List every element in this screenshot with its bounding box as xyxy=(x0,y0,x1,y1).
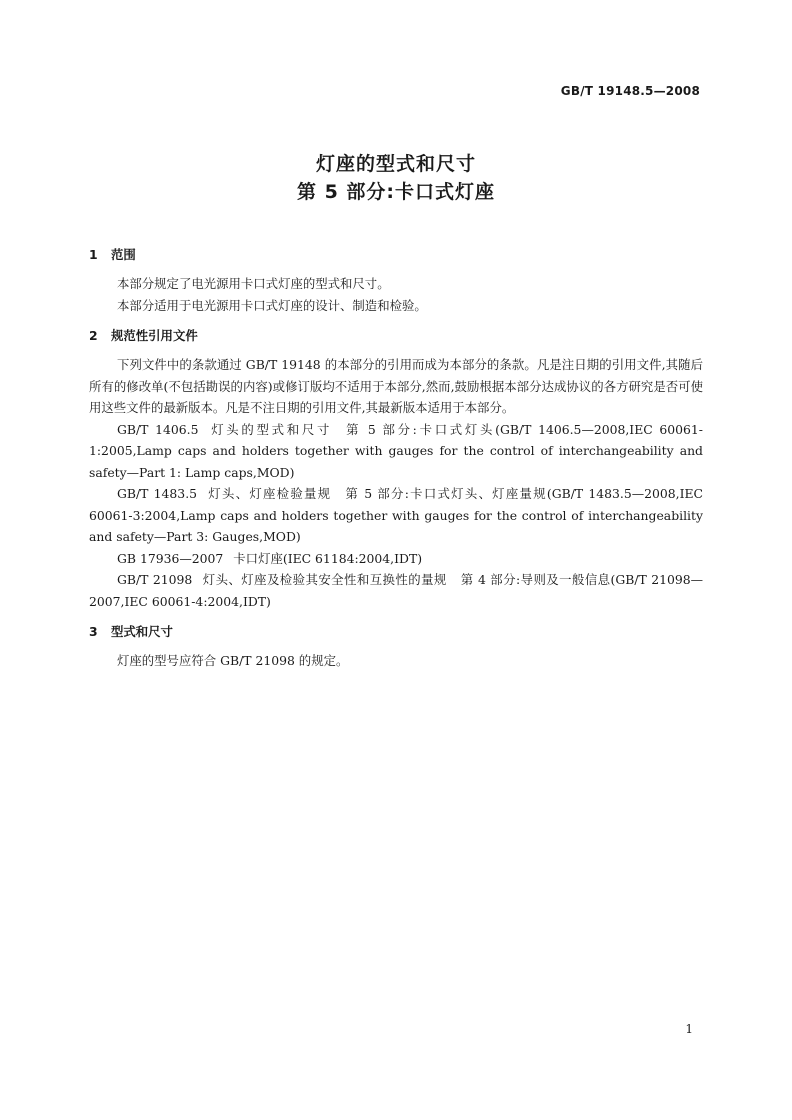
normative-refs-intro: 下列文件中的条款通过 GB/T 19148 的本部分的引用而成为本部分的条款。凡是注日期的引用文件,其随后所有的修改单(不包括勘误的内容)或修订版均不适用于本部分,然而,鼓励根据本部分达成协议的各方研究是否可使用这些文件的最新版本。凡是不注日期的引用文件,其最新版本适用于本部分。 xyxy=(89,357,703,415)
scope-paragraph: 本部分适用于电光源用卡口式灯座的设计、制造和检验。 xyxy=(117,297,427,313)
reference-title: 灯头、灯座检验量规 xyxy=(207,486,332,501)
section-number: 1 xyxy=(89,247,98,262)
reference-entry xyxy=(89,419,703,484)
reference-detail: 第 4 部分:导则及一般信息(GB/T 21098—2007,IEC 60061-4:2004,IDT) xyxy=(89,572,704,609)
section-title: 规范性引用文件 xyxy=(111,328,198,343)
section-heading-scope xyxy=(89,244,703,266)
reference-title: 灯头、灯座及检验其安全性和互换性的量规 xyxy=(202,572,447,587)
section-heading-types-dims xyxy=(89,621,703,643)
document-title xyxy=(0,150,792,206)
standard-number: GB/T 19148.5—2008 xyxy=(560,84,700,98)
section-number: 2 xyxy=(89,328,98,343)
reference-detail: 第 5 部分:卡口式灯头、灯座量规(GB/T 1483.5—2008,IEC 60061-3:2004,Lamp caps and holders together with gauges for the control of interchangeability and safety—Part 3: Gauges,MOD) xyxy=(89,486,703,544)
section-title: 范围 xyxy=(111,247,136,262)
section-heading-normative-refs xyxy=(89,325,703,347)
reference-entry xyxy=(89,548,703,570)
reference-code: GB 17936—2007 xyxy=(117,550,224,566)
document-body xyxy=(89,244,703,672)
reference-title: 灯头的型式和尺寸 xyxy=(208,421,333,437)
reference-entry xyxy=(89,483,703,548)
section-number: 3 xyxy=(89,624,98,639)
section-title: 型式和尺寸 xyxy=(111,624,173,639)
title-line-1: 灯座的型式和尺寸 xyxy=(315,153,476,175)
reference-code: GB/T 1483.5 xyxy=(117,486,198,501)
reference-title: 卡口灯座(IEC 61184:2004,IDT) xyxy=(233,550,423,566)
page-number: 1 xyxy=(685,1022,693,1036)
reference-entry xyxy=(89,569,703,612)
scope-paragraph: 本部分规定了电光源用卡口式灯座的型式和尺寸。 xyxy=(117,276,390,291)
reference-code: GB/T 1406.5 xyxy=(117,421,199,437)
reference-detail: 第 5 部分:卡口式灯头(GB/T 1406.5—2008,IEC 60061-1:2005,Lamp caps and holders together with gauges for the control of interchangeability and safety—Part 1: Lamp caps,MOD) xyxy=(89,421,703,480)
reference-code: GB/T 21098 xyxy=(117,572,193,587)
title-line-2: 第 5 部分:卡口式灯座 xyxy=(296,181,496,203)
types-dims-paragraph: 灯座的型号应符合 GB/T 21098 的规定。 xyxy=(117,653,349,668)
